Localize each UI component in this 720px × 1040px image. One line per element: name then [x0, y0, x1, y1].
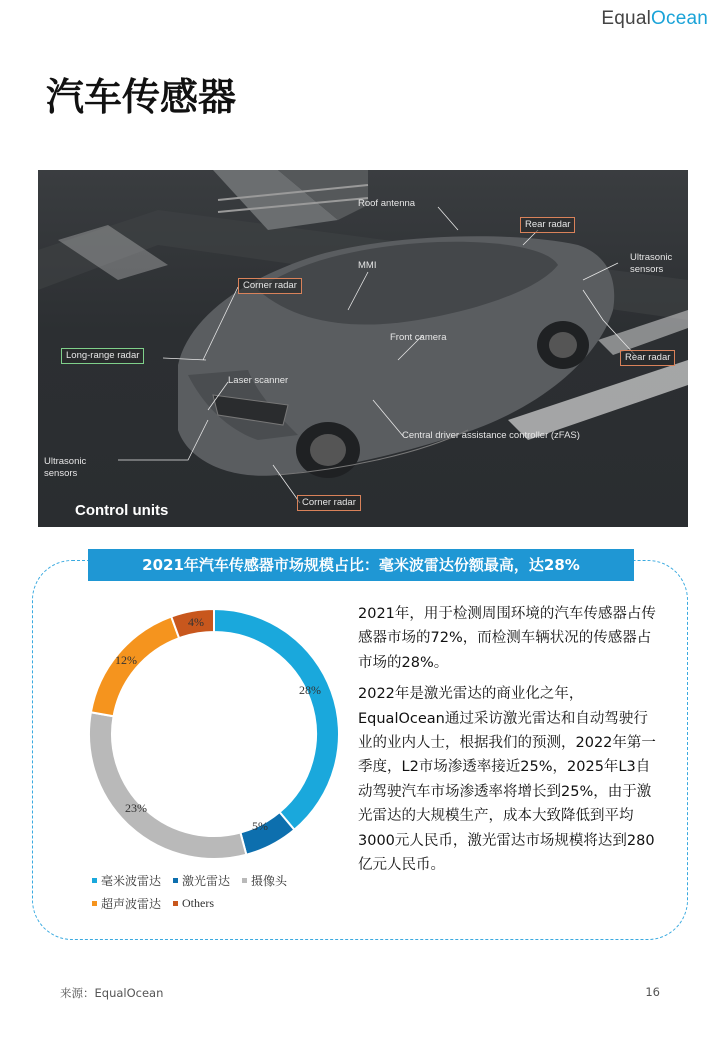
legend-label: 毫米波雷达 — [101, 874, 162, 888]
equalocean-logo — [601, 8, 708, 30]
label-corner-radar-top: Corner radar — [238, 278, 302, 294]
legend-item-mmwave-radar — [92, 872, 161, 889]
donut-value-label-camera: 23% — [125, 801, 147, 815]
donut-slice-camera — [89, 712, 246, 859]
legend-swatch — [242, 878, 247, 883]
donut-value-label-mmwave-radar: 28% — [299, 683, 321, 697]
donut-value-label-lidar: 5% — [252, 819, 268, 833]
paragraph-1: 2021年，用于检测周围环境的汽车传感器占传感器市场的72%，而检测车辆状况的传感器占市场的28%。 — [358, 606, 656, 671]
legend-label: 超声波雷达 — [101, 897, 162, 911]
legend-swatch — [173, 878, 178, 883]
legend-label: Others — [182, 896, 215, 910]
car-sensor-figure — [38, 170, 688, 527]
label-ultrasonic-left: Ultrasonic sensors — [44, 456, 87, 480]
legend-item-ultrasonic-radar — [92, 895, 161, 912]
label-front-camera: Front camera — [390, 332, 447, 343]
legend-swatch — [92, 878, 97, 883]
legend-swatch — [173, 901, 178, 906]
legend-item-others — [173, 895, 214, 912]
source-note: 来源：EqualOcean — [60, 986, 164, 1000]
label-central-controller: Central driver assistance controller (zFAS) — [402, 430, 580, 441]
donut-value-label-others: 4% — [188, 615, 204, 629]
page-title: 汽车传感器 — [46, 75, 237, 119]
paragraph-2: 2022年是激光雷达的商业化之年，EqualOcean通过采访激光雷达和自动驾驶行业的业内人士，根据我们的预测，2022年第一季度，L2市场渗透率接近25%，2025年L3自动驾驶汽车市场渗透率将增长到25%，由于激光雷达的大规模生产，成本大致降低到平均3000元人民币，激光雷达市场规模将达到280亿元人民币。 — [358, 686, 656, 874]
donut-value-label-ultrasonic-radar: 12% — [115, 653, 137, 667]
logo-text-left: Equal — [601, 8, 652, 29]
legend-label: 激光雷达 — [182, 874, 231, 888]
label-laser-scanner: Laser scanner — [228, 375, 289, 386]
page-number: 16 — [645, 985, 660, 999]
label-ultrasonic-right: Ultrasonic sensors — [630, 252, 673, 276]
logo-text-right: Ocean — [651, 8, 708, 29]
legend-item-lidar — [173, 872, 230, 889]
donut-chart — [86, 606, 342, 862]
control-units-caption: Control units — [75, 502, 169, 519]
legend-swatch — [92, 901, 97, 906]
body-text — [358, 602, 658, 884]
legend-item-camera — [242, 872, 287, 889]
label-rear-radar-right: Rear radar — [620, 350, 675, 366]
label-mmi: MMI — [358, 260, 377, 271]
label-long-range-radar: Long-range radar — [61, 348, 144, 364]
label-corner-radar-bottom: Corner radar — [297, 495, 361, 511]
chart-legend — [92, 872, 287, 918]
label-roof-antenna: Roof antenna — [358, 198, 416, 209]
donut-slice-mmwave-radar — [214, 609, 339, 830]
legend-label: 摄像头 — [251, 874, 288, 888]
section-banner: 2021年汽车传感器市场规模占比：毫米波雷达份额最高，达28% — [88, 549, 634, 581]
label-rear-radar-top: Rear radar — [520, 217, 575, 233]
